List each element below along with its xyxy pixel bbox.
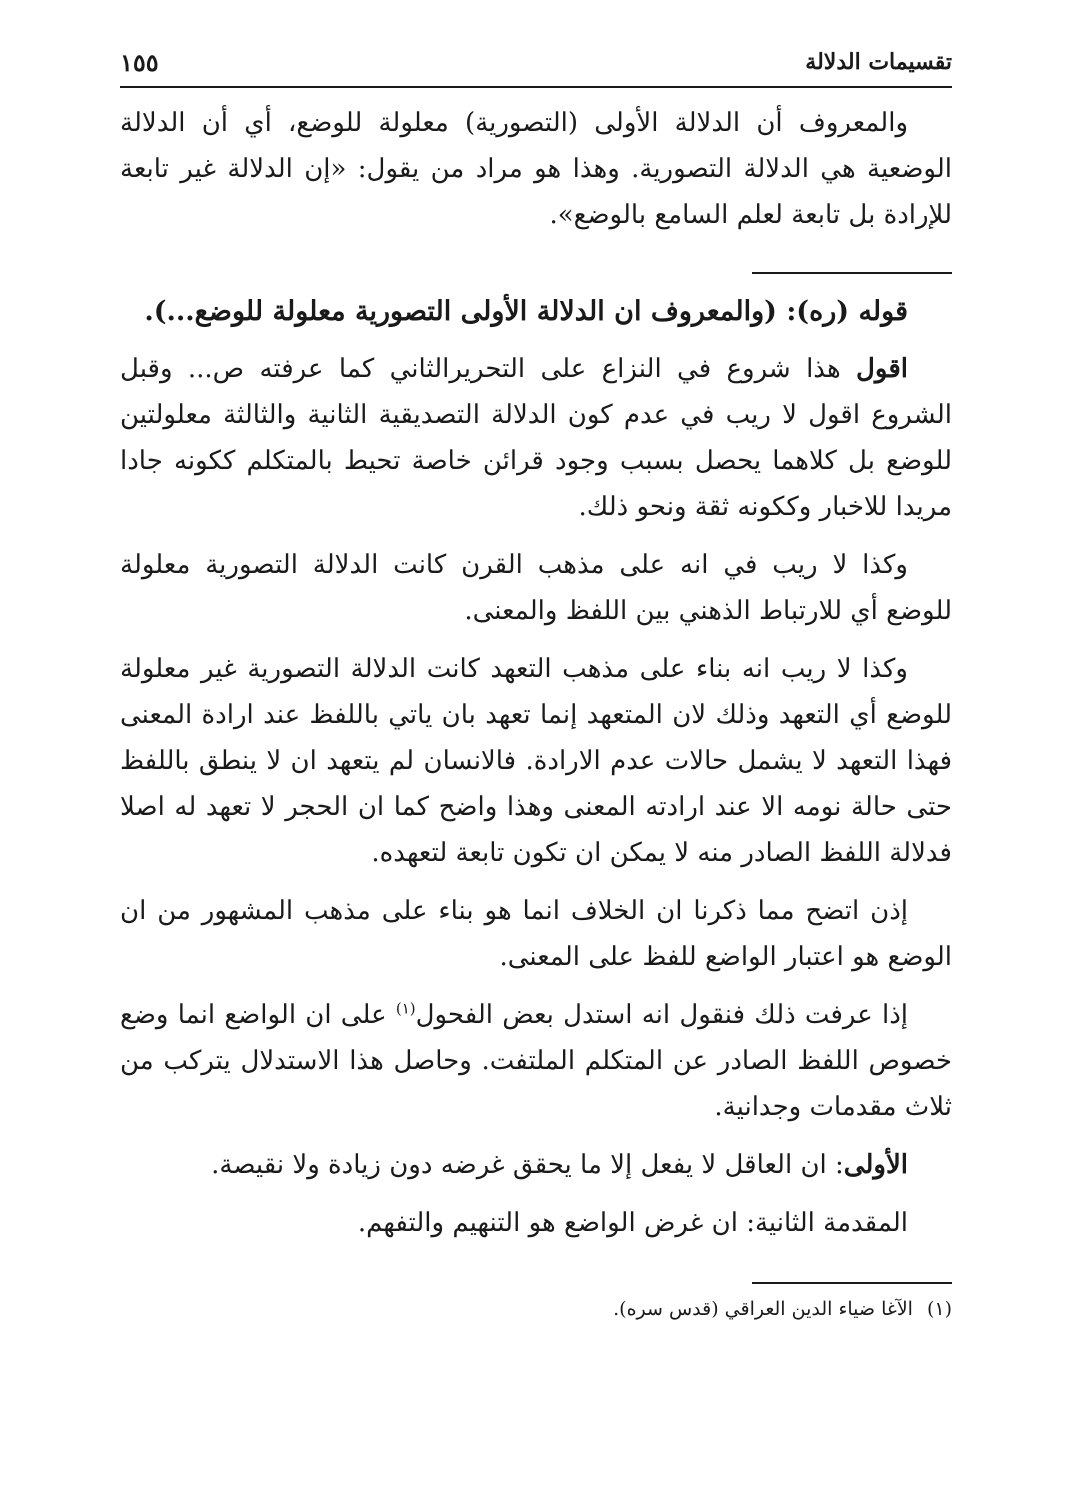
footnote-reference: (١): [395, 999, 416, 1018]
main-paragraph: والمعروف أن الدلالة الأولى (التصورية) معلولة للوضع، أي أن الدلالة الوضعية هي الدلالة التصورية. وهذا هو مراد من يقول: «إن الدلالة غير تابعة للإرادة بل تابعة لعلم السامع بالوضع».: [120, 108, 952, 230]
lead-word: اقول: [856, 354, 908, 384]
commentary-paragraph-5: [120, 992, 952, 1130]
premise-1-label: الأولى: [843, 1150, 908, 1180]
page-number: ١٥٥: [120, 47, 159, 77]
paragraph-1-text: هذا شروع في النزاع على التحريرالثاني كما عرفته ص... وقبل الشروع اقول لا ريب في عدم كون الدلالة التصديقية الثانية والثالثة معلولتين للوضع بل كلاهما يحصل بسبب وجود قرائن خاصة تحيط بالمتكلم ككونه جادا مريدا للاخبار وككونه ثقة ونحو ذلك.: [120, 354, 952, 522]
commentary-separator: [752, 272, 952, 274]
commentary: [120, 290, 952, 1246]
main-text: [120, 100, 952, 238]
page-header: [120, 38, 952, 88]
paragraph-5-before: إذا عرفت ذلك فنقول انه استدل بعض الفحول: [415, 1000, 908, 1030]
premise-1: [120, 1142, 952, 1188]
commentary-heading: قوله (ره): (والمعروف ان الدلالة الأولى التصورية معلولة للوضع...).: [144, 296, 908, 327]
book-page: [120, 38, 952, 1478]
footnote-separator: [752, 1282, 952, 1284]
premise-1-text: : ان العاقل لا يفعل إلا ما يحقق غرضه دون زيادة ولا نقيصة.: [211, 1150, 844, 1180]
commentary-paragraph-4: إذن اتضح مما ذكرنا ان الخلاف انما هو بناء على مذهب المشهور من ان الوضع هو اعتبار الواضع للفظ على المعنى.: [120, 896, 952, 972]
running-title: تقسيمات الدلالة: [805, 49, 952, 75]
footnote: [120, 1294, 952, 1324]
footnote-number: (١): [926, 1298, 952, 1320]
commentary-paragraph-2: وكذا لا ريب في انه على مذهب القرن كانت الدلالة التصورية معلولة للوضع أي للارتباط الذهني بين اللفظ والمعنى.: [120, 550, 952, 626]
commentary-paragraph-1: [120, 346, 952, 530]
footnote-text: الآغا ضياء الدين العراقي (قدس سره).: [613, 1298, 913, 1320]
commentary-paragraph-3: وكذا لا ريب انه بناء على مذهب التعهد كانت الدلالة التصورية غير معلولة للوضع أي التعهد وذلك لان المتعهد إنما تعهد بان ياتي باللفظ عند ارادة المعنى فهذا التعهد لا يشمل حالات عدم الارادة. فالانسان لم يتعهد ان لا ينطق باللفظ حتى حالة نومه الا عند ارادته المعنى وهذا واضح كما ان الحجر لا تعهد له اصلا فدلالة اللفظ الصادر منه لا يمكن ان تكون تابعة لتعهده.: [120, 654, 952, 868]
paragraph-5-after: على ان الواضع انما وضع خصوص اللفظ الصادر عن المتكلم الملتفت. وحاصل هذا الاستدلال يتركب من ثلاث مقدمات وجدانية.: [120, 1000, 952, 1122]
premise-2: المقدمة الثانية: ان غرض الواضع هو التنهيم والتفهم.: [357, 1208, 908, 1238]
